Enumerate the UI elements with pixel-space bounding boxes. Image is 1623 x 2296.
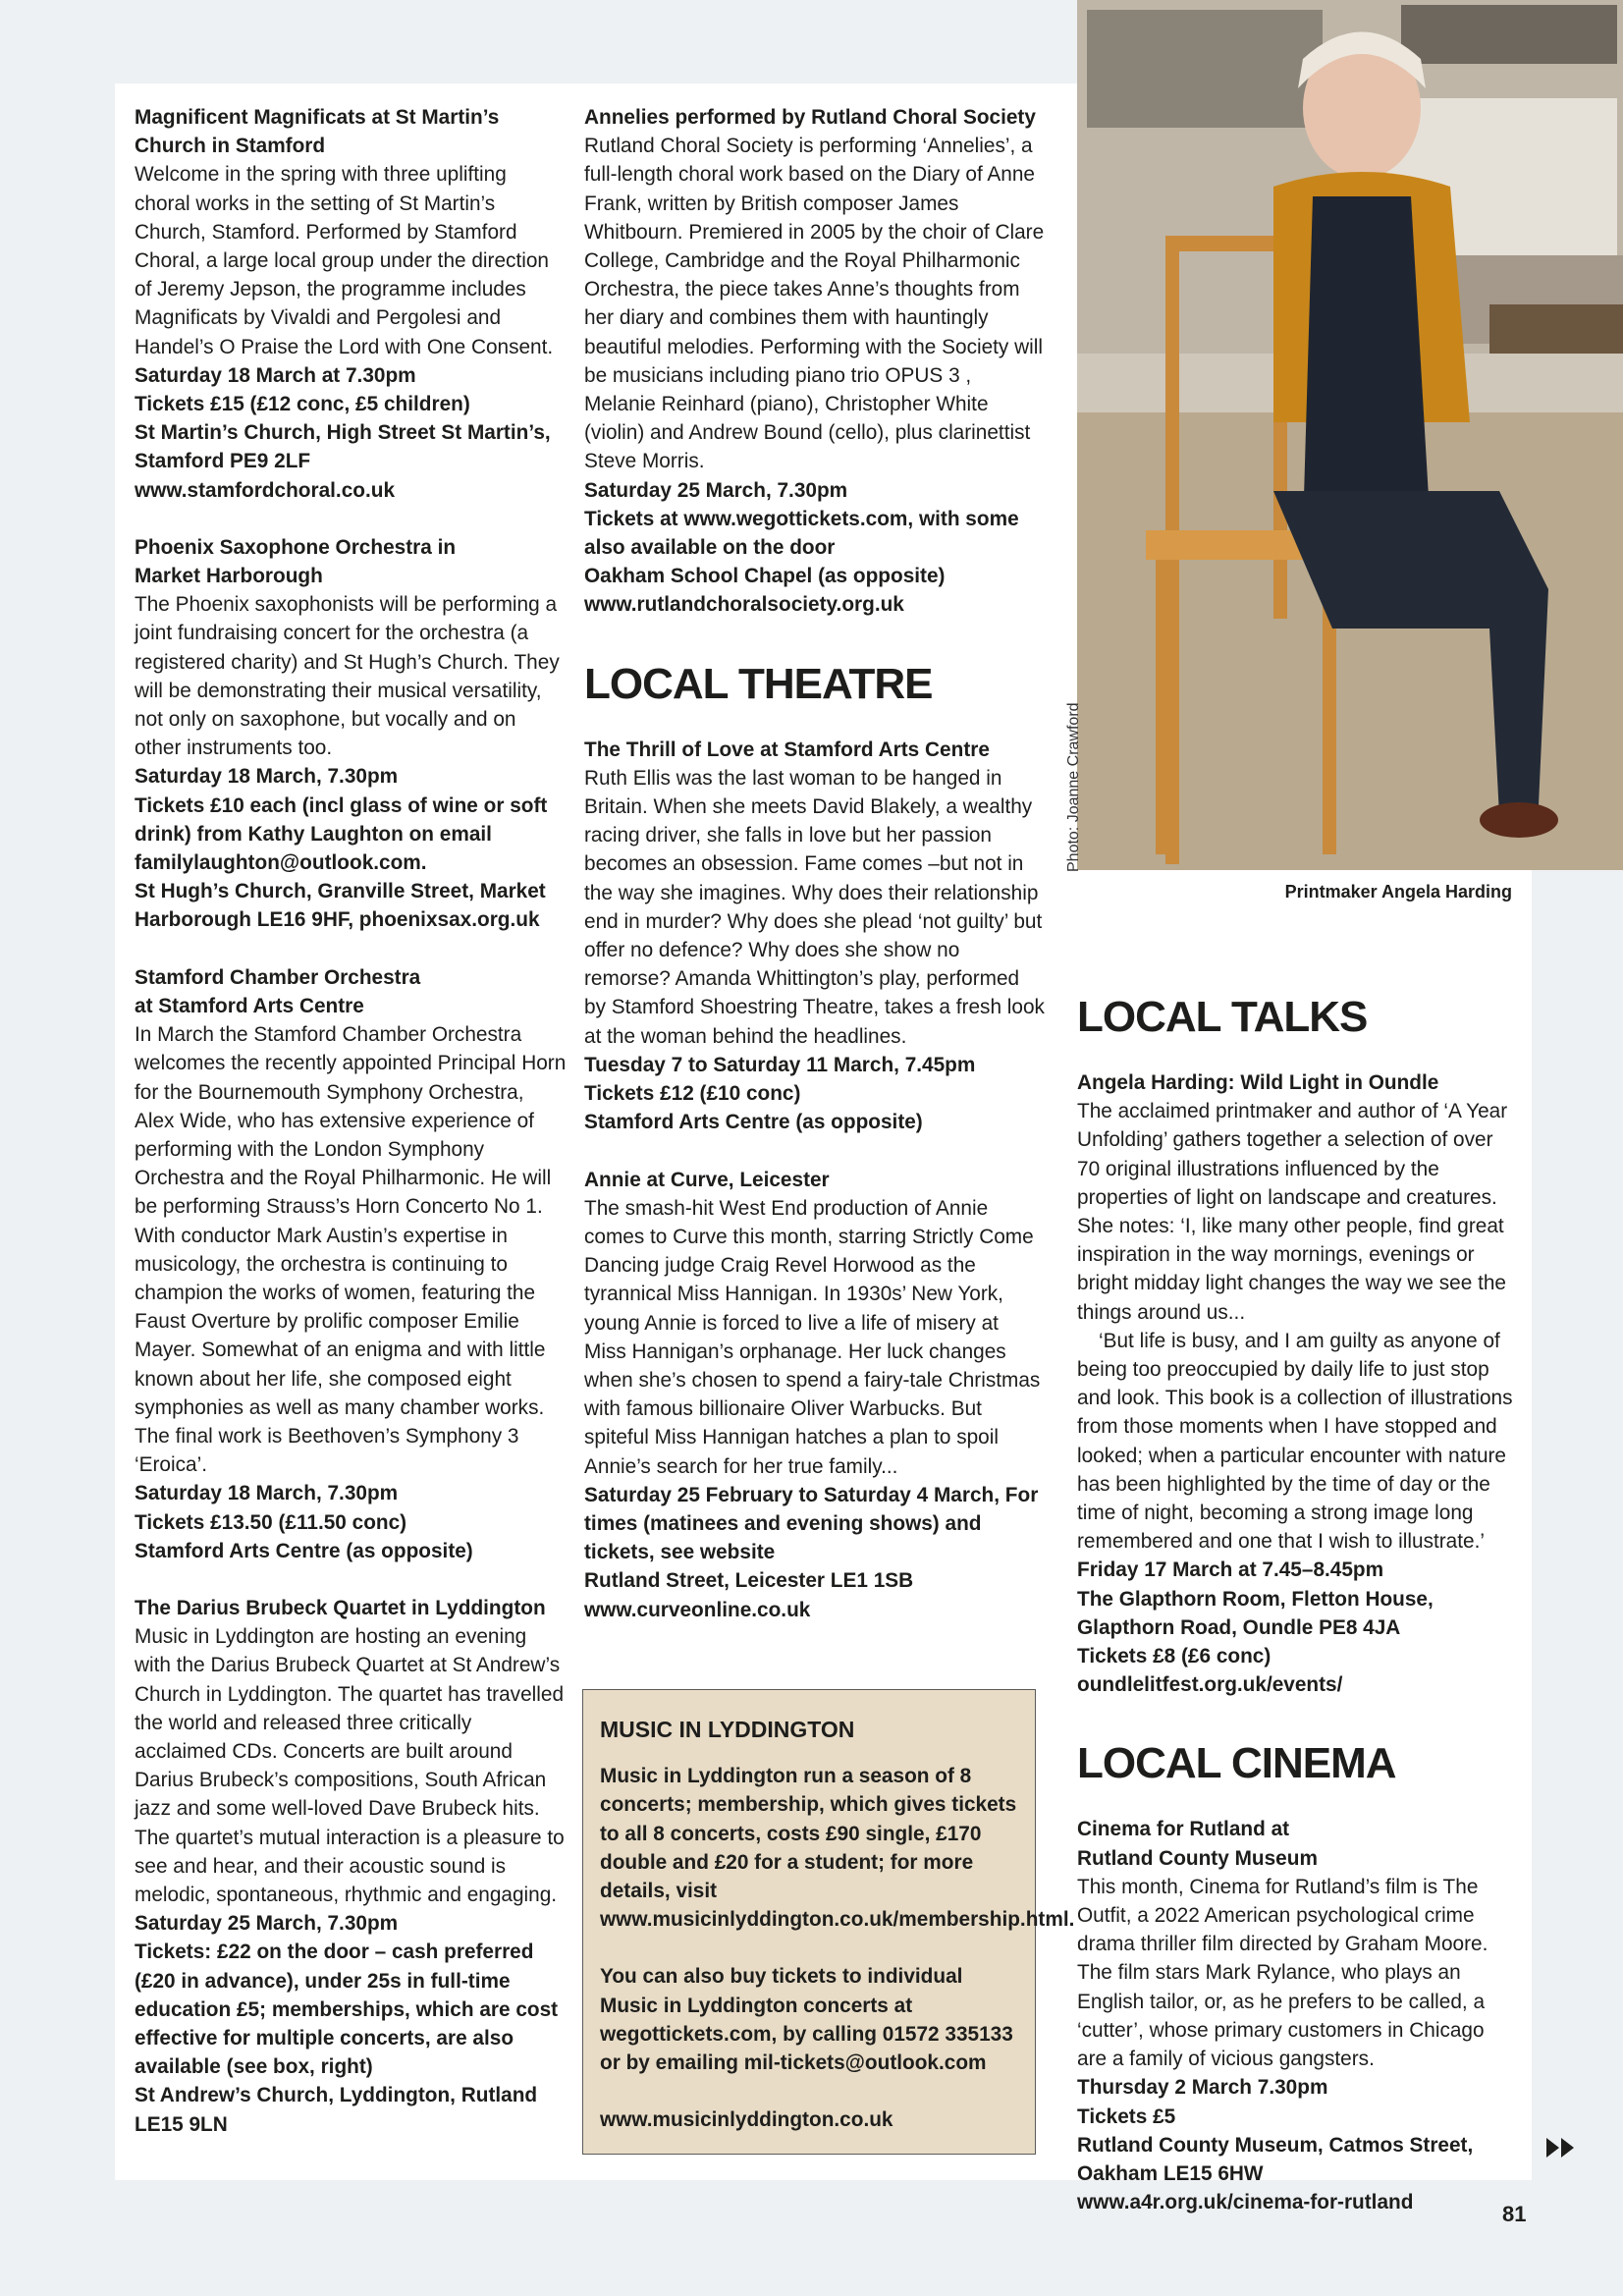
listing-tickets: Tickets £5 <box>1077 2105 1176 2128</box>
listing-venue: Rutland Street, Leicester LE1 1SB <box>584 1569 914 1593</box>
listing-website[interactable]: www.curveonline.co.uk <box>584 1598 811 1621</box>
listing-date: Saturday 25 February to Saturday 4 March, For times (matinees and evening shows) and tickets, see website <box>584 1483 1039 1564</box>
column-1 <box>135 103 567 2167</box>
section-heading-cinema: LOCAL CINEMA <box>1077 1739 1396 1788</box>
box-website[interactable]: www.musicinlyddington.co.uk <box>600 2108 893 2132</box>
listing-body: Ruth Ellis was the last woman to be hanged in Britain. When she meets David Blakely, a wealthy racing driver, she falls in love but her passion becomes an obsession. Fame comes –but not in the way she imagines. Why does their relationship end in murder? Why does she plead ‘not guilty’ but offer no defence? Why does she show no remorse? Amanda Whittington’s play, performed by Stamford Shoestring Theatre, takes a fresh look at the woman behind the headlines. <box>584 766 1045 1048</box>
listing-magnificats <box>135 103 567 505</box>
listing-annie <box>584 1166 1046 1624</box>
listing-venue: Oakham School Chapel (as opposite) <box>584 565 946 588</box>
column-2 <box>584 103 1046 1653</box>
listing-body: Welcome in the spring with three uplifting choral works in the setting of St Martin’s Church, Stamford. Performed by Stamford Choral, a large local group under the direction of Jeremy Jepson, the programme includes Magnificats by Vivaldi and Pergolesi and Handel’s O Praise the Lord with One Consent. <box>135 163 554 358</box>
listing-body: Rutland Choral Society is performing ‘Annelies’, a full-length choral work based on the Diary of Anne Frank, written by British composer James Whitbourn. Premiered in 2005 by the choir of Clare College, Cambridge and the Royal Philharmonic Orchestra, the piece takes Anne’s thoughts from her diary and combines them with hauntingly beautiful melodies. Performing with the Society will be musicians including piano trio OPUS 3 , Melanie Reinhard (piano), Christopher White (violin) and Andrew Bound (cello), plus clarinettist Steve Morris. <box>584 135 1045 473</box>
listing-venue: St Andrew’s Church, Lyddington, Rutland LE15 9LN <box>135 2084 538 2136</box>
listing-date: Saturday 18 March, 7.30pm <box>135 1482 399 1505</box>
listing-brubeck <box>135 1594 567 2139</box>
listing-title: The Thrill of Love at Stamford Arts Centre <box>584 738 990 761</box>
listing-website[interactable]: oundlelitfest.org.uk/events/ <box>1077 1673 1343 1697</box>
music-in-lyddington-box <box>582 1689 1075 2155</box>
listing-body: The Phoenix saxophonists will be performing a joint fundraising concert for the orchestra (a registered charity) and St Hugh’s Church. They will be demonstrating their musical versatility, not only on saxophone, but vocally and on other instruments too. <box>135 593 560 760</box>
listing-venue: The Glapthorn Room, Fletton House, Glapthorn Road, Oundle PE8 4JA <box>1077 1587 1434 1639</box>
listing-date: Friday 17 March at 7.45–8.45pm <box>1077 1558 1384 1582</box>
listing-title: Cinema for Rutland at Rutland County Museum <box>1077 1818 1318 1870</box>
listing-body: The acclaimed printmaker and author of ‘A Year Unfolding’ gathers together a selection of over 70 original illustrations influenced by the properties of light on landscape and creatures. She notes: ‘I, like many other people, find great inspiration in the way mornings, evenings or bright midday light changes the way we see the things around us... <box>1077 1100 1508 1324</box>
listing-title: Annelies performed by Rutland Choral Society <box>584 106 1036 129</box>
listing-date: Saturday 18 March at 7.30pm <box>135 363 416 387</box>
listing-stamford-chamber <box>135 963 567 1565</box>
listing-tickets: Tickets at www.wegottickets.com, with some also available on the door <box>584 507 1019 560</box>
listing-date: Saturday 25 March, 7.30pm <box>135 1912 399 1936</box>
listing-title: The Darius Brubeck Quartet in Lyddington <box>135 1596 546 1619</box>
listing-title: Annie at Curve, Leicester <box>584 1168 830 1191</box>
listing-tickets: Tickets: £22 on the door – cash preferred (£20 in advance), under 25s in full-time education £5; memberships, which are cost effective for multiple concerts, are also available (see box, right) <box>135 1941 559 2079</box>
listing-angela-harding <box>1077 1068 1519 1699</box>
box-paragraph-membership: Music in Lyddington run a season of 8 concerts; membership, which gives tickets to all 8 concerts, costs £90 single, £170 double and £20 for a student; for more details, visit www.musicinlyddington.co.uk/membership.html. <box>600 1765 1075 1932</box>
box-title: MUSIC IN LYDDINGTON <box>600 1717 855 1742</box>
listing-date: Saturday 18 March, 7.30pm <box>135 765 399 789</box>
page-number: 81 <box>1502 2202 1527 2226</box>
listing-date: Thursday 2 March 7.30pm <box>1077 2076 1328 2100</box>
listing-website[interactable]: www.rutlandchoralsociety.org.uk <box>584 593 904 617</box>
listing-title: Angela Harding: Wild Light in Oundle <box>1077 1071 1439 1094</box>
listing-phoenix-sax <box>135 533 567 935</box>
photo-caption: Printmaker Angela Harding <box>1284 882 1512 902</box>
next-page-arrow-icon[interactable] <box>1546 2136 1576 2159</box>
listing-cinema-rutland <box>1077 1815 1519 2216</box>
section-heading-theatre: LOCAL THEATRE <box>584 659 933 708</box>
listing-tickets: Tickets £12 (£10 conc) <box>584 1082 801 1106</box>
listing-tickets: Tickets £8 (£6 conc) <box>1077 1645 1271 1668</box>
listing-date: Saturday 25 March, 7.30pm <box>584 478 848 502</box>
listing-tickets: Tickets £10 each (incl glass of wine or soft drink) from Kathy Laughton on email familylaughton@outlook.com. <box>135 793 548 875</box>
listing-annelies <box>584 103 1046 620</box>
listing-venue: Stamford Arts Centre (as opposite) <box>584 1111 923 1134</box>
listing-venue: Stamford Arts Centre (as opposite) <box>135 1539 473 1562</box>
listing-body: In March the Stamford Chamber Orchestra welcomes the recently appointed Principal Horn for the Bournemouth Symphony Orchestra, Alex Wide, who has extensive experience of performing with the London Symphony Orchestra and the Royal Philharmonic. He will be performing Strauss’s Horn Concerto No 1. With conductor Mark Austin’s expertise in musicology, the orchestra is continuing to champion the works of women, featuring the Faust Overture by prolific composer Emilie Mayer. Somewhat of an enigma and with little known about her life, she composed eight symphonies as well as many chamber works. The final work is Beethoven’s Symphony 3 ‘Eroica’. <box>135 1023 567 1477</box>
column-3 <box>1077 992 1519 2245</box>
listing-title: Magnificent Magnificats at St Martin’s Church in Stamford <box>135 106 500 158</box>
listing-title: Phoenix Saxophone Orchestra in Market Harborough <box>135 535 457 588</box>
box-paragraph-tickets: You can also buy tickets to individual Music in Lyddington concerts at wegottickets.com, by calling 01572 335133 or by emailing mil-tickets@outlook.com <box>600 1965 1013 2075</box>
listing-venue: Rutland County Museum, Catmos Street, Oakham LE15 6HW <box>1077 2133 1474 2185</box>
listing-website[interactable]: www.a4r.org.uk/cinema-for-rutland <box>1077 2191 1414 2214</box>
listing-thrill-of-love <box>584 736 1046 1137</box>
listing-body: This month, Cinema for Rutland’s film is The Outfit, a 2022 American psychological crime drama thriller film directed by Graham Moore. The film stars Mark Rylance, who plays an English tailor, or, as he prefers to be called, a ‘cutter’, whose primary customers in Chicago are a family of vicious gangsters. <box>1077 1875 1488 2071</box>
listing-venue: St Martin’s Church, High Street St Martin’s, Stamford PE9 2LF <box>135 421 551 473</box>
listing-venue: St Hugh’s Church, Granville Street, Market Harborough LE16 9HF, phoenixsax.org.uk <box>135 880 546 932</box>
listing-tickets: Tickets £15 (£12 conc, £5 children) <box>135 393 470 416</box>
photo-credit: Photo: Joanne Crawford <box>1065 702 1082 872</box>
listing-website[interactable]: www.stamfordchoral.co.uk <box>135 478 396 502</box>
listing-tickets: Tickets £13.50 (£11.50 conc) <box>135 1510 407 1534</box>
listing-body: Music in Lyddington are hosting an evening with the Darius Brubeck Quartet at St Andrew’s Church in Lyddington. The quartet has travelled the world and released three critically acclaimed CDs. Concerts are built around Darius Brubeck’s compositions, South African jazz and some well-loved Dave Brubeck hits. The quartet’s mutual interaction is a pleasure to see and hear, and their acoustic sound is melodic, spontaneous, rhythmic and engaging. <box>135 1625 565 1906</box>
listing-date: Tuesday 7 to Saturday 11 March, 7.45pm <box>584 1053 976 1076</box>
listing-title: Stamford Chamber Orchestra at Stamford Arts Centre <box>135 965 421 1017</box>
section-heading-talks: LOCAL TALKS <box>1077 993 1368 1041</box>
listing-body-continued: ‘But life is busy, and I am guilty as anyone of being too preoccupied by daily life to just stop and look. This book is a collection of illustrations from those moments when I have stopped and looked; when a particular encounter with nature has been highlighted by the time of day or the time of night, becoming a strong image long remembered and one that I wish to illustrate.’ <box>1077 1329 1513 1554</box>
listing-body: The smash-hit West End production of Annie comes to Curve this month, starring Strictly Come Dancing judge Craig Revel Horwood as the tyrannical Miss Hannigan. In 1930s’ New York, young Annie is forced to live a life of misery at Miss Hannigan’s orphanage. Her luck changes when she’s chosen to spend a fairy-tale Christmas with famous billionaire Oliver Warbucks. But spiteful Miss Hannigan hatches a plan to spoil Annie’s search for her true family... <box>584 1196 1041 1478</box>
portrait-photo <box>1077 0 1623 870</box>
